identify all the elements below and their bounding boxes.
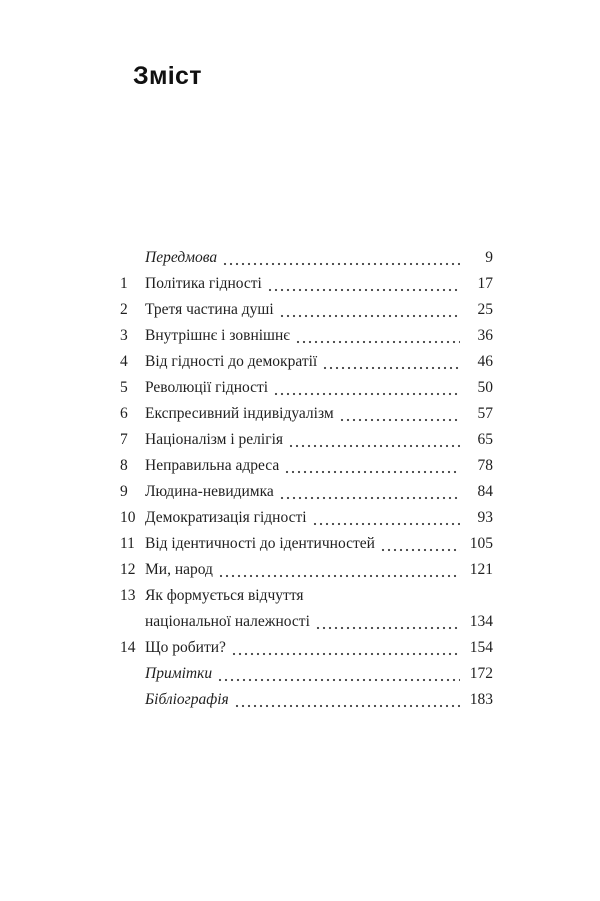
dot-leader — [234, 687, 460, 713]
chapter-number: 14 — [120, 639, 136, 656]
toc-entry — [120, 583, 493, 635]
page-number: 84 — [477, 483, 493, 500]
page-number: 172 — [469, 665, 493, 682]
chapter-title: Революції гідності — [145, 379, 269, 396]
dot-leader — [218, 557, 460, 583]
page-number: 36 — [477, 327, 493, 344]
chapter-title-line1: Як формується відчуття — [145, 587, 304, 604]
chapter-title: національної належності — [145, 613, 310, 630]
dot-leader — [231, 635, 460, 661]
chapter-number: 11 — [120, 535, 135, 552]
chapter-number: 5 — [120, 379, 128, 396]
dot-leader — [288, 427, 460, 453]
chapter-number: 8 — [120, 457, 128, 474]
toc-entry — [120, 271, 493, 297]
dot-leader — [222, 245, 460, 271]
chapter-number: 4 — [120, 353, 128, 370]
toc-entry — [120, 349, 493, 375]
toc-entry — [120, 687, 493, 713]
chapter-number: 1 — [120, 275, 128, 292]
toc-entry — [120, 557, 493, 583]
chapter-number: 6 — [120, 405, 128, 422]
toc-entry — [120, 375, 493, 401]
page-number: 65 — [477, 431, 493, 448]
page-number: 57 — [477, 405, 493, 422]
dot-leader — [267, 271, 460, 297]
toc-entry — [120, 479, 493, 505]
toc-entry — [120, 661, 493, 687]
page-number: 105 — [469, 535, 493, 552]
chapter-title: Націоналізм і релігія — [145, 431, 284, 448]
dot-leader — [315, 609, 460, 635]
chapter-title: Людина-невидимка — [145, 483, 274, 500]
dot-leader — [217, 661, 460, 687]
page-number: 134 — [469, 613, 493, 630]
chapter-title: Демократизація гідності — [145, 509, 307, 526]
page-number: 183 — [469, 691, 493, 708]
toc-entry — [120, 401, 493, 427]
chapter-title: Бібліографія — [145, 691, 229, 708]
chapter-number: 2 — [120, 301, 128, 318]
chapter-number: 12 — [120, 561, 136, 578]
page-number: 78 — [477, 457, 493, 474]
chapter-title: Від гідності до демократії — [145, 353, 318, 370]
dot-leader — [312, 505, 460, 531]
dot-leader — [279, 479, 460, 505]
chapter-number: 10 — [120, 509, 136, 526]
chapter-title: Примітки — [145, 665, 213, 682]
dot-leader — [380, 531, 460, 557]
chapter-number: 9 — [120, 483, 128, 500]
chapter-title: Політика гідності — [145, 275, 262, 292]
toc-entry — [120, 427, 493, 453]
page-number: 17 — [477, 275, 493, 292]
dot-leader — [295, 323, 460, 349]
dot-leader — [322, 349, 460, 375]
chapter-title: Ми, народ — [145, 561, 213, 578]
page-number: 25 — [477, 301, 493, 318]
page-number: 121 — [469, 561, 493, 578]
dot-leader — [284, 453, 460, 479]
table-of-contents — [120, 245, 493, 713]
page-number: 93 — [477, 509, 493, 526]
toc-entry — [120, 297, 493, 323]
page-number: 154 — [469, 639, 493, 656]
chapter-number: 7 — [120, 431, 128, 448]
chapter-title: Внутрішнє і зовнішнє — [145, 327, 290, 344]
chapter-title: Передмова — [145, 249, 218, 266]
toc-entry — [120, 245, 493, 271]
chapter-title: Неправильна адреса — [145, 457, 280, 474]
toc-entry — [120, 505, 493, 531]
chapter-title: Експресивний індивідуалізм — [145, 405, 334, 422]
chapter-title: Третя частина душі — [145, 301, 274, 318]
page-number: 46 — [477, 353, 493, 370]
contents-block — [120, 62, 493, 713]
chapter-title: Що робити? — [145, 639, 226, 656]
dot-leader — [279, 297, 460, 323]
page-number: 50 — [477, 379, 493, 396]
page-number: 9 — [485, 249, 493, 266]
toc-entry — [120, 323, 493, 349]
page-title: Зміст — [133, 62, 202, 90]
toc-entry — [120, 453, 493, 479]
dot-leader — [273, 375, 460, 401]
dot-leader — [339, 401, 460, 427]
chapter-title: Від ідентичності до ідентичностей — [145, 535, 375, 552]
toc-entry — [120, 635, 493, 661]
toc-entry — [120, 531, 493, 557]
chapter-number: 3 — [120, 327, 128, 344]
chapter-number: 13 — [120, 587, 136, 604]
